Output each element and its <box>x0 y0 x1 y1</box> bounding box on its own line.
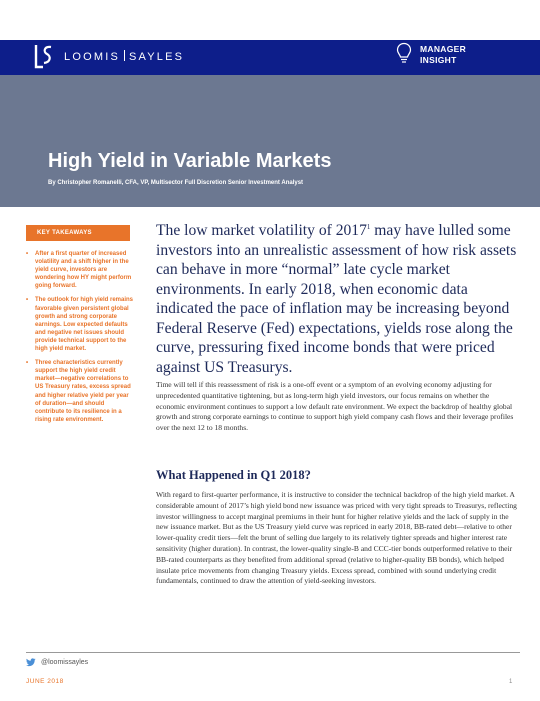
twitter-bird-icon <box>26 658 36 667</box>
author-byline: By Christopher Romanelli, CFA, VP, Multisector Full Discretion Senior Investment Analyst <box>48 180 304 186</box>
footnote-marker: 1 <box>366 223 371 231</box>
page-number: 1 <box>509 679 513 685</box>
badge-line-insight: INSIGHT <box>420 54 457 65</box>
lead-text-rest: may have lulled some investors into an unrealistic assessment of how risk assets can behave in more “normal” late cycle market environments. In early 2018, when economic data indicated the pace of inflation may be increasing beyond Federal Reserve (Fed) expectations, yields rose along the curve, pressuring fixed income bonds that were priced against US Treasurys. <box>156 222 517 376</box>
body-paragraph: Time will tell if this reassessment of risk is a one-off event or a symptom of an evolving economy adjusting for unprecedented quantitative tightening, but as long-term high yield investors, our focus remains on whether the economic environment continues to support a low default rate environment. We expect the backdrop of healthy global growth and strong corporate earnings to continue to support high yield company cash flows and their leverage profiles over the next 12 to 18 months. <box>156 380 514 433</box>
body-paragraph: With regard to first-quarter performance, it is instructive to consider the technical backdrop of the high yield market. A considerable amount of 2017’s high yield bond new issuance was priced with very tight spreads to Treasurys, reflecting investor willingness to accept marginal premiums in their hunt for higher relative yields and the lack of supply in the new issuance market. But as the US Treasury yield curve was repriced in early 2018, BB-rated debt—relative to other lower-quality credit tiers—felt the brunt of selling due largely to its relatively tighter spreads and higher interest rate sensitivity (higher duration). In contrast, the lower-quality single-B and CCC-tier bonds outperformed relative to their BB-rated counterparts as they benefited from additional spread (relative to higher-quality BB bonds), which helped insulate price movements from changing Treasury yields. Excess spread, combined with sound underlying credit fundamentals, continued to draw the attention of yield-seeking investors. <box>156 490 517 586</box>
lead-paragraph <box>156 218 526 377</box>
footer-divider <box>26 652 520 653</box>
section-heading: What Happened in Q1 2018? <box>156 468 311 482</box>
logo-wordmark <box>64 50 184 64</box>
publication-date: JUNE 2018 <box>26 678 64 685</box>
takeaway-item: • Three characteristics currently support the high yield credit market—negative correlations to US Treasury rates, excess spread and higher relative yield per year of duration—and should contribute to its resilience in a rising rate environment. <box>26 359 134 424</box>
page-title: High Yield in Variable Markets <box>48 150 332 172</box>
logo-word-sayles: SAYLES <box>129 51 185 63</box>
key-takeaways-list <box>26 250 134 430</box>
loomis-sayles-logo-icon <box>32 43 54 71</box>
key-takeaways-heading: KEY TAKEAWAYS <box>26 225 130 241</box>
twitter-link[interactable] <box>26 656 88 668</box>
lightbulb-icon <box>396 42 412 64</box>
manager-insight-badge <box>420 44 466 65</box>
badge-line-manager: MANAGER <box>420 44 467 54</box>
takeaway-item: • After a first quarter of increased volatility and a shift higher in the yield curve, investors are wondering how HY might perform going forward. <box>26 250 134 290</box>
lead-text-start: The low market volatility of 2017 <box>156 222 367 240</box>
takeaway-item: • The outlook for high yield remains favorable given persistent global growth and strong corporate earnings. Low expected defaults and negative net issues should provide technical support to the high yield market. <box>26 296 134 353</box>
logo-separator <box>124 50 125 61</box>
hero-banner <box>0 75 540 207</box>
twitter-handle: @loomissayles <box>41 658 89 666</box>
logo-word-loomis: LOOMIS <box>64 51 120 63</box>
